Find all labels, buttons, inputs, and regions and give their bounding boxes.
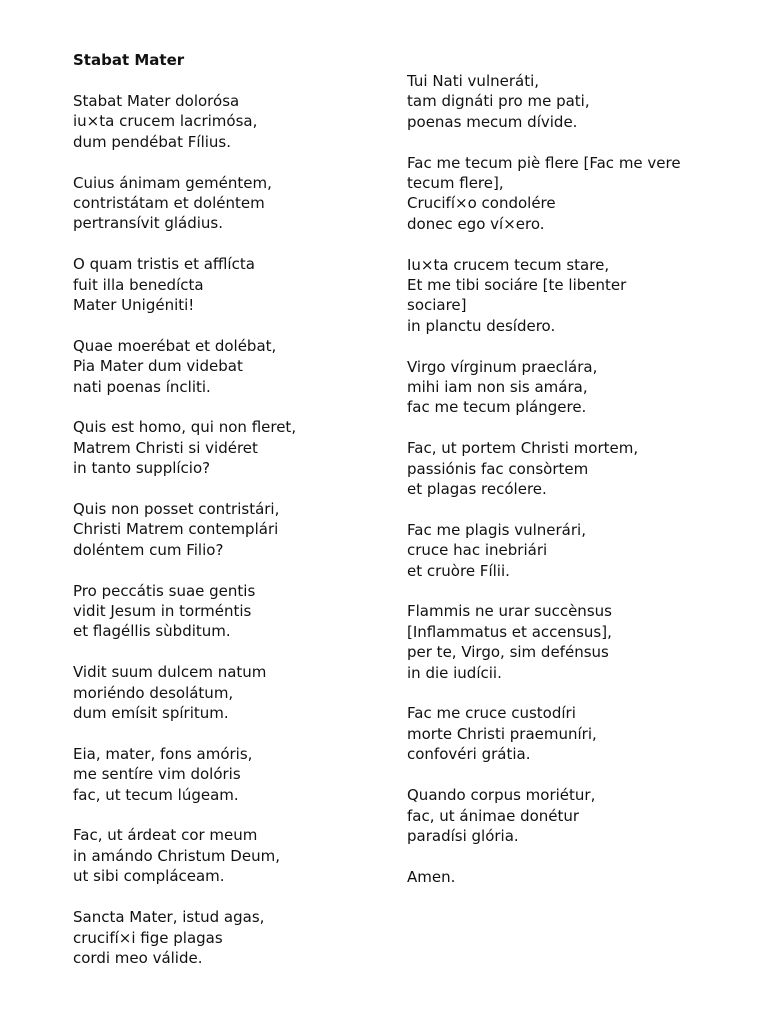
verse-line: per te, Virgo, sim defénsus bbox=[407, 643, 609, 662]
verse-line: Quis est homo, qui non fleret, bbox=[73, 418, 297, 437]
stanza bbox=[73, 581, 403, 642]
verse-line: Stabat Mater dolorósa bbox=[73, 92, 240, 110]
verse-line: Pro peccátis suae gentis bbox=[73, 581, 256, 600]
verse-line: et plagas recólere. bbox=[407, 480, 547, 499]
verse-line: fac, ut tecum lúgeam. bbox=[73, 785, 239, 804]
verse-line: crucifí×i fige plagas bbox=[73, 928, 223, 947]
verse-line: dum pendébat Fílius. bbox=[73, 132, 231, 151]
stanza bbox=[73, 662, 403, 723]
verse-line: doléntem cum Filio? bbox=[73, 540, 224, 559]
stanza bbox=[407, 601, 737, 683]
stanza bbox=[407, 785, 737, 846]
verse-line: Vidit suum dulcem natum bbox=[73, 663, 267, 682]
verse-line: in die iudícii. bbox=[407, 663, 502, 682]
verse-line: [Inflammatus et accensus], bbox=[407, 622, 612, 641]
stanza bbox=[73, 417, 403, 478]
verse-line: Tui Nati vulneráti, bbox=[407, 72, 540, 90]
verse-line: sociare] bbox=[407, 296, 467, 315]
verse-line: in tanto supplício? bbox=[73, 459, 211, 478]
stanza bbox=[73, 173, 403, 234]
verse-line: et cruòre Fílii. bbox=[407, 561, 510, 580]
verse-line: cordi meo válide. bbox=[73, 948, 203, 967]
stanza bbox=[407, 153, 737, 235]
verse-line: Fac me tecum piè flere [Fac me vere bbox=[407, 153, 681, 172]
stanza bbox=[73, 825, 403, 886]
verse-line: Sancta Mater, istud agas, bbox=[73, 908, 265, 927]
stanza bbox=[407, 255, 737, 337]
verse-line: O quam tristis et afflícta bbox=[73, 255, 255, 274]
verse-line: Amen. bbox=[407, 867, 456, 886]
verse-line: Quando corpus moriétur, bbox=[407, 786, 596, 805]
verse-line: nati poenas íncliti. bbox=[73, 377, 211, 396]
verse-line: vidit Jesum in torméntis bbox=[73, 602, 252, 621]
verse-line: fac, ut ánimae donétur bbox=[407, 806, 580, 825]
verse-line: Quis non posset contristári, bbox=[73, 500, 280, 519]
verse-line: fac me tecum plángere. bbox=[407, 398, 587, 417]
verse-line: ut sibi compláceam. bbox=[73, 867, 225, 886]
verse-line: in amándo Christum Deum, bbox=[73, 846, 280, 865]
verse-line: Fac me plagis vulnerári, bbox=[407, 520, 586, 539]
verse-line: Flammis ne urar succènsus bbox=[407, 602, 612, 621]
verse-line: Mater Unigéniti! bbox=[73, 296, 195, 315]
verse-line: me sentíre vim dolóris bbox=[73, 765, 241, 784]
verse-line: iu×ta crucem lacrimósa, bbox=[73, 112, 258, 131]
verse-line: tecum flere], bbox=[407, 174, 504, 193]
verse-line: Christi Matrem contemplári bbox=[73, 520, 279, 539]
stanza bbox=[73, 91, 403, 152]
verse-line: Pia Mater dum videbat bbox=[73, 357, 243, 376]
stanza bbox=[73, 744, 403, 805]
verse-line: moriéndo desolátum, bbox=[73, 683, 234, 702]
verse-line: Et me tibi sociáre [te libenter bbox=[407, 276, 627, 295]
verse-line: donec ego ví×ero. bbox=[407, 214, 545, 233]
verse-line: Fac me cruce custodíri bbox=[407, 704, 576, 723]
verse-line: Matrem Christi si vidéret bbox=[73, 438, 258, 457]
stanza bbox=[407, 703, 737, 764]
verse-line: Iu×ta crucem tecum stare, bbox=[407, 255, 610, 274]
verse-line: fuit illa benedícta bbox=[73, 275, 204, 294]
verse-line: paradísi glória. bbox=[407, 826, 519, 845]
stanza bbox=[407, 867, 737, 887]
poem-title: Stabat Mater bbox=[73, 51, 185, 69]
stanza bbox=[407, 357, 737, 418]
verse-line: pertransívit gládius. bbox=[73, 214, 223, 233]
verse-line: cruce hac inebriári bbox=[407, 541, 548, 560]
verse-line: et flagéllis sùbditum. bbox=[73, 622, 231, 641]
left-column bbox=[73, 91, 403, 989]
verse-line: confovéri grátia. bbox=[407, 745, 531, 764]
verse-line: morte Christi praemuníri, bbox=[407, 724, 597, 743]
verse-line: contristátam et doléntem bbox=[73, 194, 265, 213]
stanza bbox=[407, 520, 737, 581]
verse-line: in planctu desídero. bbox=[407, 316, 556, 335]
stanza bbox=[407, 438, 737, 499]
verse-line: passiónis fac consòrtem bbox=[407, 459, 589, 478]
stanza bbox=[73, 907, 403, 968]
verse-line: Virgo vírginum praeclára, bbox=[407, 357, 598, 376]
stanza bbox=[407, 71, 737, 132]
verse-line: mihi iam non sis amára, bbox=[407, 378, 588, 397]
verse-line: Quae moerébat et dolébat, bbox=[73, 336, 277, 355]
stanza bbox=[73, 499, 403, 560]
stanza bbox=[73, 254, 403, 315]
stanza bbox=[73, 336, 403, 397]
verse-line: Crucifí×o condolére bbox=[407, 194, 556, 213]
verse-line: Cuius ánimam geméntem, bbox=[73, 173, 272, 192]
verse-line: Fac, ut árdeat cor meum bbox=[73, 826, 258, 845]
verse-line: dum emísit spíritum. bbox=[73, 704, 229, 723]
right-column bbox=[407, 71, 737, 908]
verse-line: tam dignáti pro me pati, bbox=[407, 92, 590, 111]
verse-line: Eia, mater, fons amóris, bbox=[73, 744, 253, 763]
verse-line: Fac, ut portem Christi mortem, bbox=[407, 439, 639, 458]
verse-line: poenas mecum dívide. bbox=[407, 112, 578, 131]
